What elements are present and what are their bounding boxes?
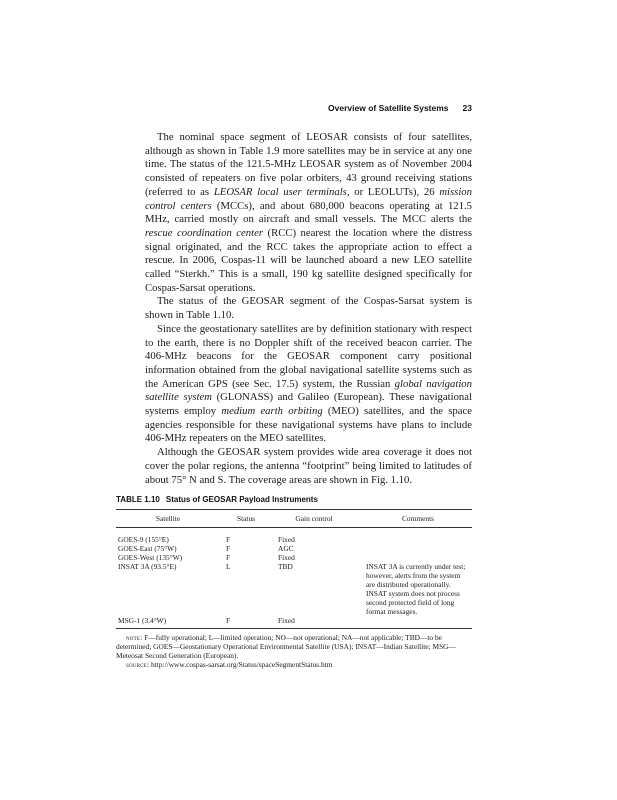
note-text: F—fully operational; L—limited operation; NO—not operational; NA—not applicable; TBD—to be determined; GOES—Geostationary Operational Environmental Satellite (USA); INSAT—Indian Satellite; MSG—Meteosat Second Generation (European). <box>116 633 456 660</box>
table-notes <box>116 633 472 669</box>
p3-text-e: (MEO) satellites, and the space agencies responsible for these navigational systems have plans to include 406-MHz repeaters on the MEO satellites. <box>145 405 472 445</box>
table-row <box>116 544 472 553</box>
col-header-status: Status <box>236 514 256 523</box>
cell-status: L <box>226 562 231 571</box>
cell-comments <box>352 616 472 629</box>
cell-satellite: MSG-1 (3.4°W) <box>118 616 167 625</box>
note-label: note: <box>126 633 143 642</box>
cell-status: F <box>226 544 231 553</box>
cell-comments <box>352 562 472 616</box>
p1-text-e: (MCCs), and about 680,000 beacons operating at 121.5 MHz, carried mostly on aircraft and small vessels. The MCC alerts the <box>145 199 472 226</box>
running-title: Overview of Satellite Systems <box>328 103 449 113</box>
cell-gain: Fixed <box>278 553 295 562</box>
table-row <box>116 528 472 545</box>
cell-comments <box>352 528 472 545</box>
table-row <box>116 616 472 629</box>
cell-satellite: GOES-West (135°W) <box>118 553 183 562</box>
p3-italic-glonass: global navigation satellite system <box>145 377 472 404</box>
page-number: 23 <box>462 103 472 113</box>
cell-comments <box>352 544 472 553</box>
table-label: TABLE 1.10 <box>116 495 160 504</box>
table-1-10 <box>116 495 472 669</box>
col-header-comments: Comments <box>401 514 435 523</box>
cell-satellite: GOES-9 (155°E) <box>118 535 169 544</box>
table-row <box>116 553 472 562</box>
table-title: Status of GEOSAR Payload Instruments <box>165 495 318 504</box>
p1-text-a: The nominal space segment of LEOSAR consists of four satellites, although as shown in Table 1.9 more satellites may be in service at any one time. The status of the 121.5-MHz LEOSAR system as of November 2004 consisted of repeaters on five polar orbiters, 43 ground receiving stations (referred to as <box>145 131 472 198</box>
cell-satellite: INSAT 3A (93.5°E) <box>118 562 177 571</box>
source-label: source: <box>126 660 150 669</box>
paragraph-2: The status of the GEOSAR segment of the Cospas-Sarsat system is shown in Table 1.10. <box>145 295 472 322</box>
geosar-table <box>116 509 472 629</box>
table-header-row <box>116 510 472 528</box>
col-header-gain: Gain control <box>295 514 333 523</box>
p1-text-c: or LEOLUTs), 26 <box>349 185 440 198</box>
cell-gain: AGC <box>278 544 294 553</box>
cell-gain: Fixed <box>278 535 295 544</box>
table-note <box>116 633 472 660</box>
table-row <box>116 562 472 616</box>
p1-italic-rcc: rescue coordination center <box>145 226 264 239</box>
body-text <box>145 131 472 487</box>
p3-text-a: Since the geostationary satellites are by definition stationary with respect to the earth, there is no Doppler shift of the received beacon carrier. The 406-MHz beacons for the GEOSAR component carry positional information obtained from the global navigational satellite systems such as the American GPS (see Sec. 17.5) system, the Russian <box>145 322 472 390</box>
cell-gain: Fixed <box>278 616 295 625</box>
cell-satellite: GOES-East (75°W) <box>118 544 177 553</box>
paragraph-4: Although the GEOSAR system provides wide area coverage it does not cover the polar regions, the antenna “footprint” being limited to latitudes of about 75° N and S. The coverage areas are shown in Fig. 1.10. <box>145 446 472 486</box>
comment-rest: however, alerts from the system are distributed operationally. INSAT system does not process second protected field of long format messages. <box>366 571 461 616</box>
source-text: http://www.cospas-sarsat.org/Status/spaceSegmentStatus.htm <box>149 660 333 669</box>
paragraph-3 <box>145 323 472 446</box>
comment-first-line: INSAT 3A is currently under test; <box>366 562 466 571</box>
cell-status: F <box>226 553 231 562</box>
table-source <box>116 660 472 669</box>
cell-status: F <box>226 535 231 544</box>
p1-text-g: (RCC) nearest the location where the distress signal originated, and the RCC takes the appropriate action to effect a rescue. In 2006, Cospas-11 will be launched aboard a new LEO satellite called “Sterkh.” This is a small, 190 kg satellite designed specifically for Cospas-Sarsat operations. <box>145 226 472 294</box>
p1-italic-mcc: mission control centers <box>145 185 472 212</box>
cell-gain: TBD <box>278 562 293 571</box>
p3-italic-meo: medium earth orbiting <box>221 405 323 418</box>
paragraph-1 <box>145 131 472 295</box>
table-caption <box>116 495 472 504</box>
cell-comments <box>352 553 472 562</box>
col-header-satellite: Satellite <box>155 514 181 523</box>
cell-status: F <box>226 616 231 625</box>
p1-italic-leolut: LEOSAR local user terminals, <box>213 185 350 198</box>
p3-text-c: (GLONASS) and Galileo (European). These navigational systems employ <box>145 391 472 418</box>
running-header <box>145 103 472 113</box>
